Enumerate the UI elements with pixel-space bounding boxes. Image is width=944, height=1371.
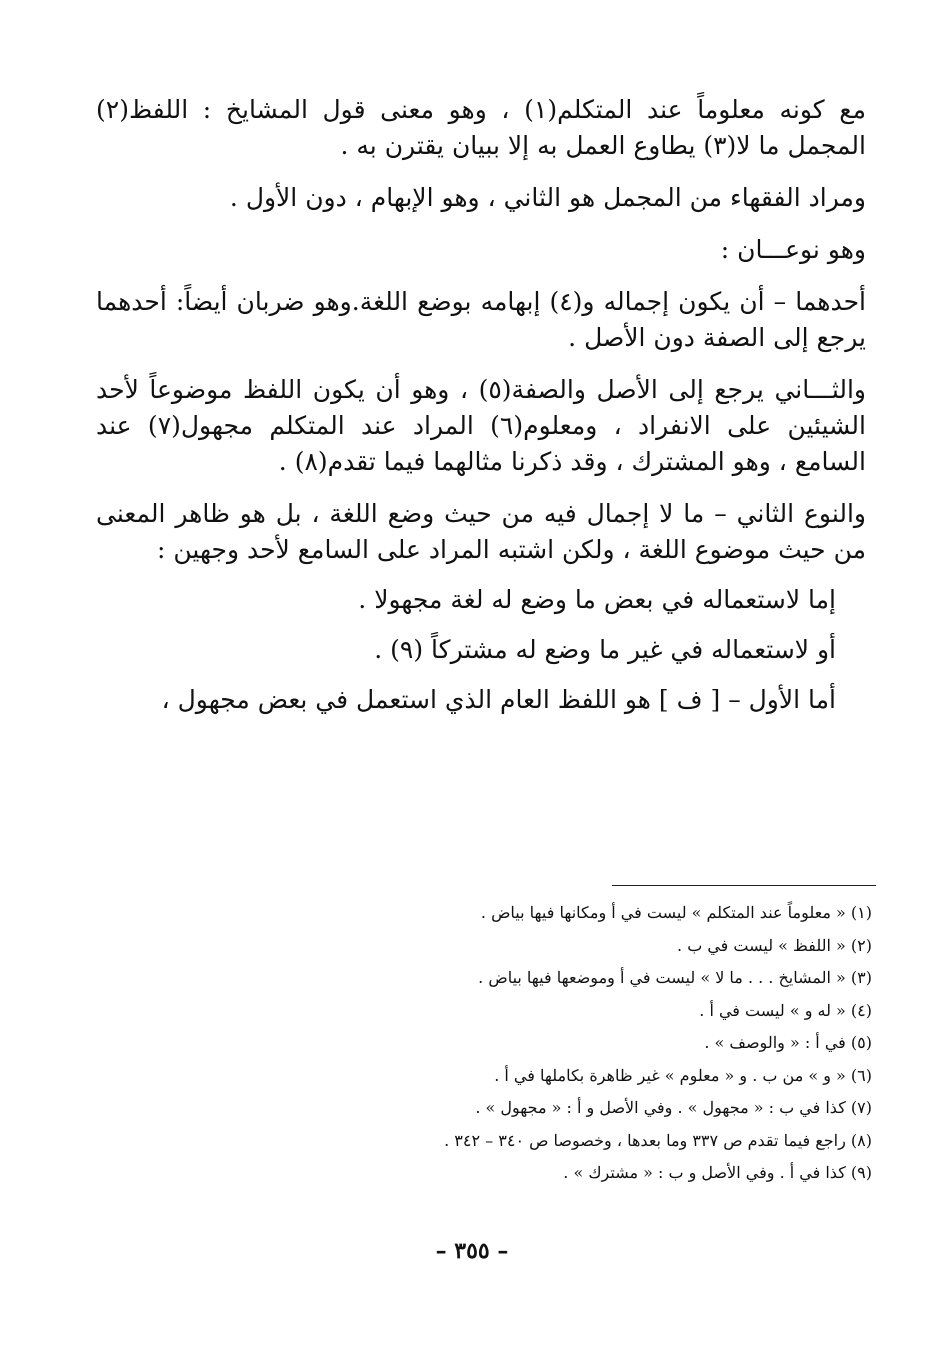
footnote-separator [612, 885, 876, 886]
paragraph-8: أو لاستعماله في غير ما وضع له مشتركاً (٩) . [374, 635, 836, 664]
paragraph-9: أما الأول – [ ف ] هو اللفظ العام الذي استعمل في بعض مجهول ، [161, 685, 836, 714]
paragraph-6: والنوع الثاني – ما لا إجمال فيه من حيث وضع اللغة ، بل هو ظاهر المعنى من حيث موضوع اللغة ، ولكن اشتبه المراد على السامع لأحد وجهين : [96, 499, 866, 564]
footnote-4: (٤) « له و » ليست في أ . [699, 1000, 872, 1020]
footnote-6: (٦) « و » من ب . و « معلوم » غير ظاهرة بكاملها في أ . [494, 1065, 872, 1085]
footnote-5: (٥) في أ : « والوصف » . [704, 1033, 872, 1052]
footnote-9: (٩) كذا في أ . وفي الأصل و ب : « مشترك » . [563, 1163, 872, 1182]
paragraph-3: وهو نوعـــان : [720, 235, 866, 264]
footnote-1: (١) « معلوماً عند المتكلم » ليست في أ ومكانها فيها بياض . [480, 903, 872, 922]
paragraph-2: ومراد الفقهاء من المجمل هو الثاني ، وهو الإبهام ، دون الأول . [229, 183, 866, 212]
main-text [96, 92, 866, 732]
paragraph-1: مع كونه معلوماً عند المتكلم(١) ، وهو معنى قول المشايخ : اللفظ(٢) المجمل ما لا(٣) يطاوع العمل به إلا ببيان يقترن به . [96, 95, 866, 160]
footnotes [150, 897, 872, 1190]
paragraph-7: إما لاستعماله في بعض ما وضع له لغة مجهولا . [358, 585, 836, 614]
paragraph-5: والثـــاني يرجع إلى الأصل والصفة(٥) ، وهو أن يكون اللفظ موضوعاً لأحد الشيئين على الانفراد ، ومعلوم(٦) المراد عند المتكلم مجهول(٧) عند السامع ، وهو المشترك ، وقد ذكرنا مثالهما فيما تقدم(٨) . [96, 375, 867, 476]
footnote-3: (٣) « المشايخ . . . ما لا » ليست في أ وموضعها فيها بياض . [478, 968, 872, 987]
page-number: – ٣٥٥ – [435, 1238, 509, 1264]
footnote-7: (٧) كذا في ب : « مجهول » . وفي الأصل و أ : « مجهول » . [475, 1098, 872, 1117]
footnote-8: (٨) راجع فيما تقدم ص ٣٣٧ وما بعدها ، وخصوصا ص ٣٤٠ – ٣٤٢ . [444, 1130, 872, 1150]
footnote-2: (٢) « اللفظ » ليست في ب . [677, 935, 872, 955]
paragraph-4: أحدهما – أن يكون إجماله و(٤) إبهامه بوضع اللغة.وهو ضربان أيضاً: أحدهما يرجع إلى الصفة دون الأصل . [96, 287, 866, 352]
